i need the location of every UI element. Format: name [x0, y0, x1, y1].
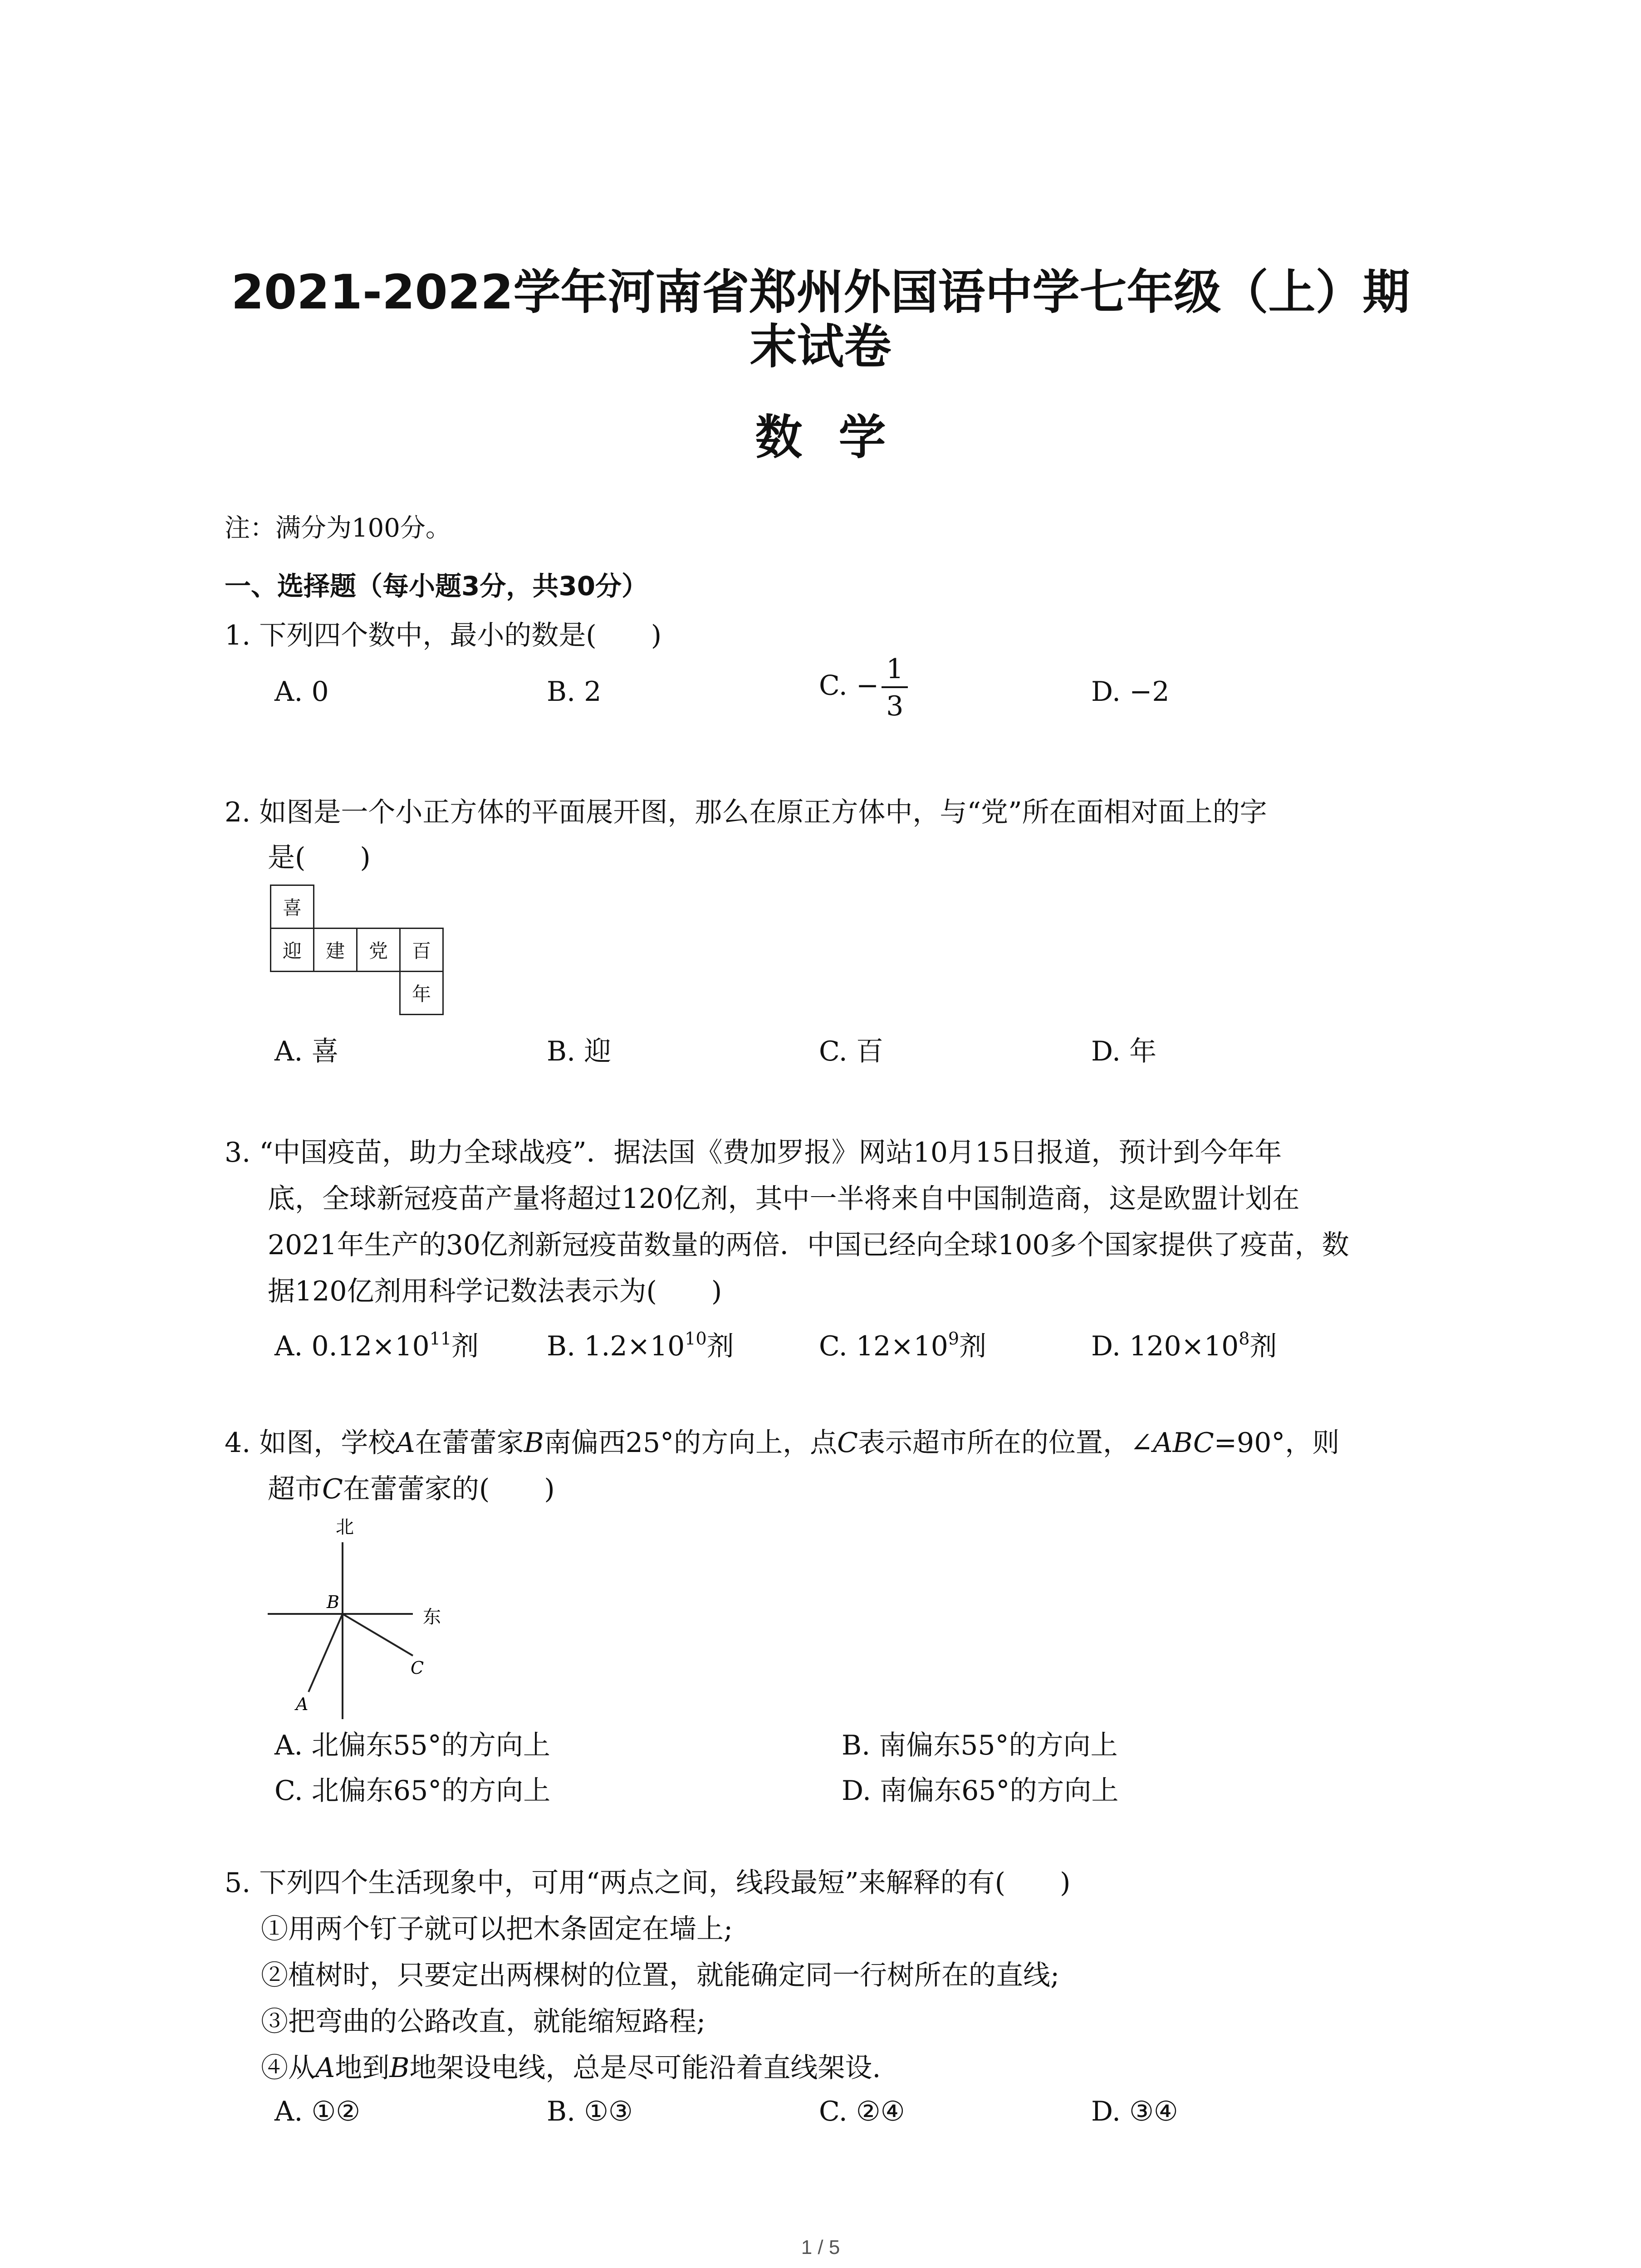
q5-option-b: B. ①③	[547, 2096, 633, 2127]
q2-option-a: A. 喜	[274, 1036, 339, 1067]
score-note: 注：满分为100分。	[225, 513, 451, 543]
var-b: B	[524, 1427, 544, 1459]
q5-option-c: C. ②④	[819, 2096, 905, 2127]
north-label: 北	[336, 1517, 354, 1538]
net-cell-bottom: 年	[399, 971, 444, 1015]
q4-text: =90°，则	[1214, 1427, 1340, 1459]
question-4-line1	[225, 1420, 1339, 1466]
q3-a-base: A. 0.12×10	[274, 1330, 430, 1362]
q4-text: 在蕾蕾家的( )	[343, 1473, 555, 1505]
point-c-label: C	[411, 1658, 424, 1678]
var-c: C	[837, 1427, 858, 1459]
page-title-line2: 末试卷	[749, 319, 892, 374]
q3-b-unit: 剂	[706, 1330, 734, 1362]
q3-b-base: B. 1.2×10	[547, 1330, 685, 1362]
q5-item-1: ①用两个钉子就可以把木条固定在墙上;	[261, 1913, 733, 1945]
q3-c-base: C. 12×10	[819, 1330, 948, 1362]
q3-d-unit: 剂	[1249, 1330, 1277, 1362]
fraction	[882, 655, 908, 720]
q3-option-a	[274, 1325, 479, 1364]
q3-option-c	[819, 1325, 986, 1364]
q3-option-d	[1091, 1325, 1277, 1364]
q5-option-d: D. ③④	[1091, 2096, 1178, 2127]
net-cell-1: 迎	[270, 928, 314, 972]
q4-option-c: C. 北偏东65°的方向上	[274, 1775, 551, 1807]
q4-text: 在蕾蕾家	[415, 1427, 524, 1459]
var-b: B	[389, 2052, 410, 2084]
page-number: 1 / 5	[801, 2236, 840, 2258]
section-heading: 一、选择题（每小题3分，共30分）	[225, 571, 648, 601]
fraction-denominator: 3	[886, 690, 904, 722]
direction-figure	[254, 1510, 463, 1724]
q1-option-c	[819, 655, 908, 720]
fraction-numerator: 1	[882, 655, 908, 688]
ray-ba	[309, 1614, 343, 1692]
q1-option-b: B. 2	[547, 676, 602, 708]
q3-d-base: D. 120×10	[1091, 1330, 1239, 1362]
q4-text: 超市	[268, 1473, 322, 1505]
q4-option-d: D. 南偏东65°的方向上	[842, 1775, 1119, 1807]
q3-a-exponent: 11	[429, 1329, 452, 1349]
question-3-line1: 3. “中国疫苗，助力全球战疫”．据法国《费加罗报》网站10月15日报道，预计到今年年	[225, 1137, 1282, 1168]
q3-d-exponent: 8	[1239, 1329, 1250, 1349]
page-title-line1: 2021-2022学年河南省郑州外国语中学七年级（上）期	[231, 264, 1410, 320]
ray-bc	[343, 1614, 413, 1656]
question-4-line2	[268, 1466, 555, 1512]
q3-b-exponent: 10	[685, 1329, 707, 1349]
question-3-line2: 底，全球新冠疫苗产量将超过120亿剂，其中一半将来自中国制造商，这是欧盟计划在	[268, 1183, 1300, 1215]
q3-c-exponent: 9	[948, 1329, 960, 1349]
question-5-stem: 5. 下列四个生活现象中，可用“两点之间，线段最短”来解释的有( )	[225, 1867, 1071, 1899]
q3-a-unit: 剂	[451, 1330, 479, 1362]
q4-option-a: A. 北偏东55°的方向上	[274, 1730, 550, 1761]
q2-option-c: C. 百	[819, 1036, 883, 1067]
q4-text: 表示超市所在的位置，∠	[858, 1427, 1153, 1459]
var-abc: ABC	[1153, 1427, 1214, 1459]
point-a-label: A	[296, 1694, 309, 1714]
var-a: A	[315, 2052, 335, 2084]
question-3-line3: 2021年生产的30亿剂新冠疫苗数量的两倍．中国已经向全球100多个国家提供了疫苗，数	[268, 1229, 1349, 1261]
q5-text: ④从	[261, 2052, 315, 2084]
east-label: 东	[423, 1607, 441, 1628]
q5-item-2: ②植树时，只要定出两棵树的位置，就能确定同一行树所在的直线;	[261, 1960, 1060, 1991]
var-c: C	[322, 1473, 343, 1505]
question-1-stem: 1. 下列四个数中，最小的数是( )	[225, 620, 662, 651]
q5-option-a: A. ①②	[274, 2096, 361, 2127]
net-cell-3: 党	[356, 928, 401, 972]
q5-item-3: ③把弯曲的公路改直，就能缩短路程;	[261, 2006, 706, 2038]
q3-option-b	[547, 1325, 734, 1364]
net-cell-2: 建	[313, 928, 358, 972]
net-cell-top: 喜	[270, 885, 314, 929]
q5-text: 地架设电线，总是尽可能沿着直线架设.	[409, 2052, 881, 2084]
q3-c-unit: 剂	[959, 1330, 987, 1362]
var-a: A	[395, 1427, 415, 1459]
question-3-line4: 据120亿剂用科学记数法表示为( )	[268, 1276, 722, 1307]
q1-option-c-prefix: C. −	[819, 670, 879, 702]
q1-option-a: A. 0	[274, 676, 329, 708]
question-2-stem-line2: 是( )	[268, 842, 371, 874]
q5-item-4	[261, 2045, 881, 2091]
net-cell-4: 百	[399, 928, 444, 972]
q4-text: 南偏西25°的方向上，点	[544, 1427, 838, 1459]
question-2-stem-line1: 2. 如图是一个小正方体的平面展开图，那么在原正方体中，与“党”所在面相对面上的字	[225, 797, 1267, 828]
q1-option-d: D. −2	[1091, 676, 1170, 708]
point-b-label: B	[327, 1592, 339, 1612]
subject-title: 数学	[755, 410, 922, 465]
q4-text: 4. 如图，学校	[225, 1427, 396, 1459]
q2-option-b: B. 迎	[547, 1036, 612, 1067]
q4-option-b: B. 南偏东55°的方向上	[842, 1730, 1118, 1761]
q5-text: 地到	[335, 2052, 390, 2084]
q2-option-d: D. 年	[1091, 1036, 1157, 1067]
